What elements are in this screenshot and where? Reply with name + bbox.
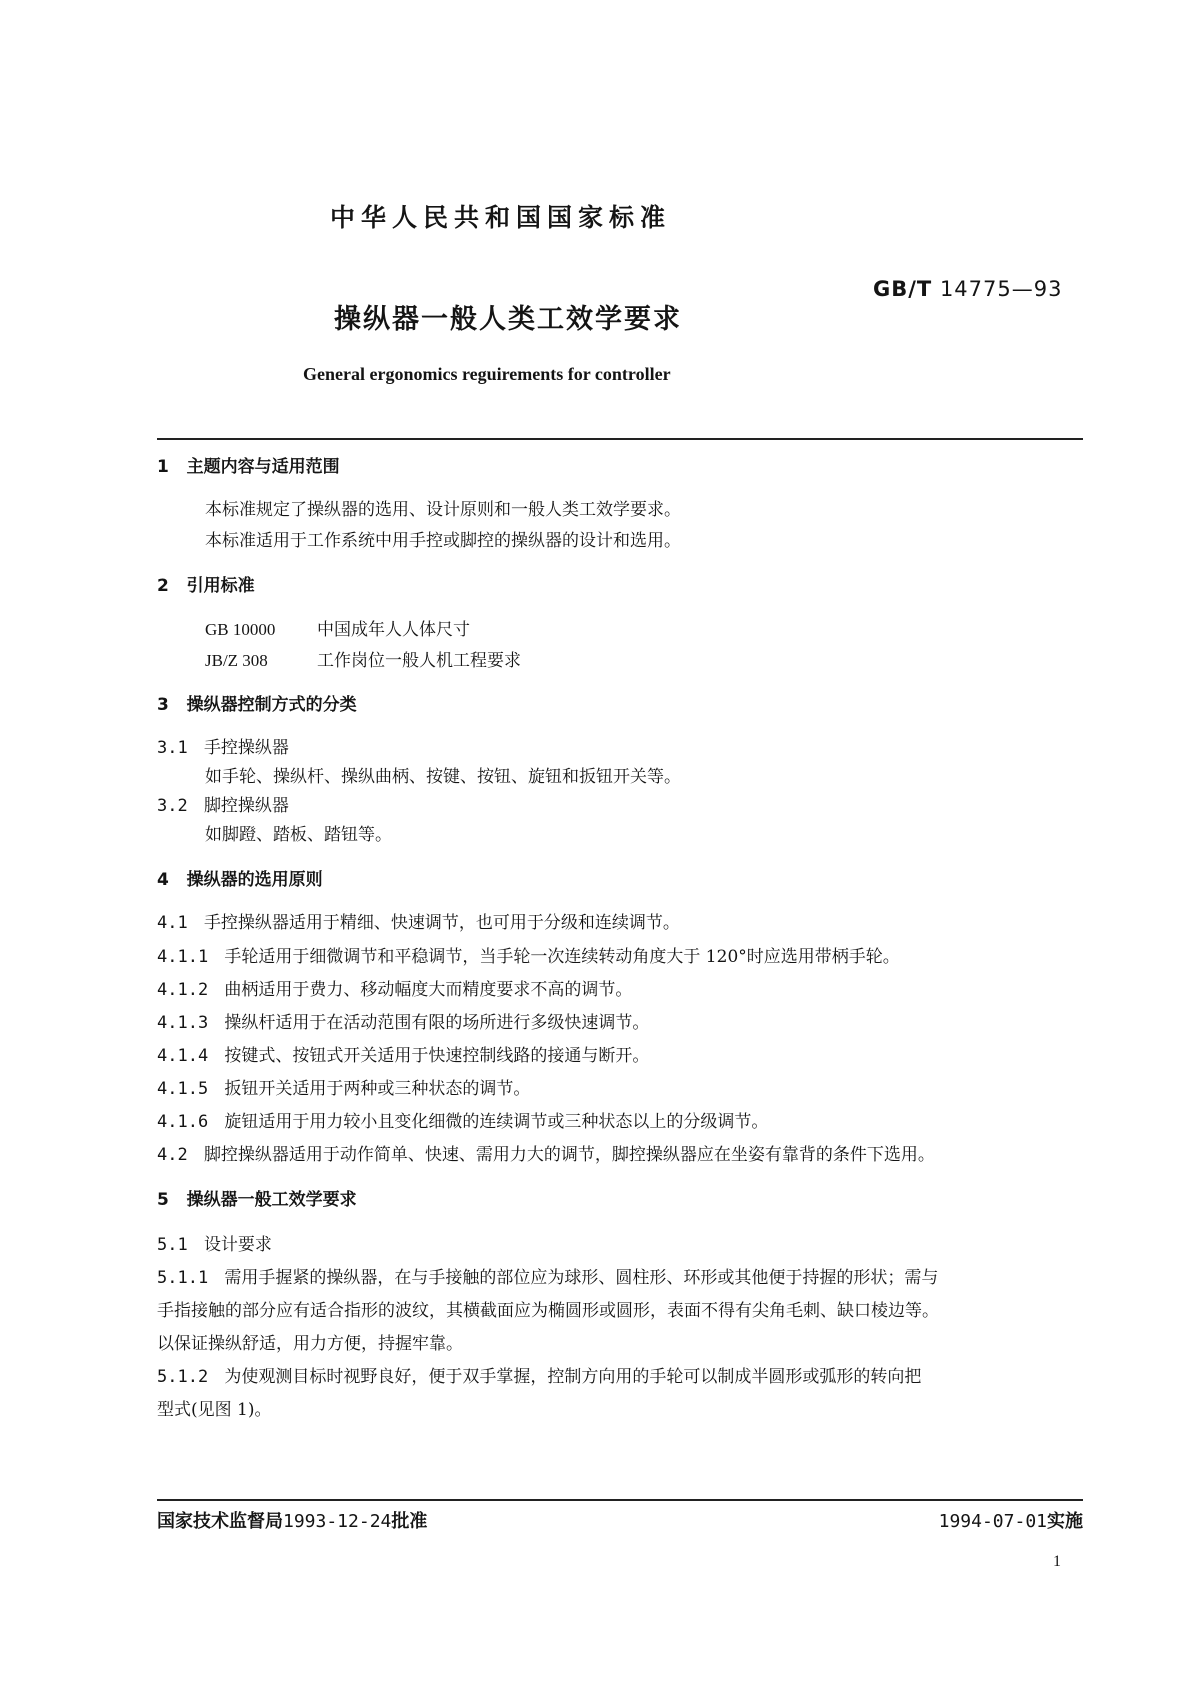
section-number: 3 [157,695,169,715]
section-title: 引用标准 [186,576,255,596]
paragraph: 本标准适用于工作系统中用手控或脚控的操纵器的设计和选用。 [205,531,681,551]
subsection-title: 手控操纵器 [203,738,289,758]
clause-4-1-4 [157,1044,1083,1069]
clause-5-1-1-line-3: 以保证操纵舒适，用力方便，持握牢靠。 [157,1334,463,1354]
section-3-heading [157,693,1083,718]
section-title: 主题内容与适用范围 [186,457,340,477]
page-number: 1 [1053,1553,1061,1570]
subsection-number: 3.1 [157,738,188,758]
header-divider [157,438,1083,440]
clause-4-2 [157,1143,1083,1168]
section-title: 操纵器的选用原则 [186,870,323,890]
reference-title: 工作岗位一般人机工程要求 [317,651,521,671]
clause-text: 脚控操纵器适用于动作简单、快速、需用力大的调节，脚控操纵器应在坐姿有靠背的条件下选用。 [203,1145,935,1165]
subsection-3-2 [157,794,1083,819]
clause-number: 4.1.3 [157,1013,209,1033]
document-title-cn: 操纵器一般人类工效学要求 [334,304,682,335]
clause-text: 操纵杆适用于在活动范围有限的场所进行多级快速调节。 [224,1013,650,1033]
clause-text: 为使观测目标时视野良好，便于双手掌握，控制方向用的手轮可以制成半圆形或弧形的转向把 [224,1367,922,1387]
clause-text: 需用手握紧的操纵器，在与手接触的部位应为球形、圆柱形、环形或其他便于持握的形状；需与 [224,1268,939,1288]
document-title-en: General ergonomics reguirements for controller [303,364,671,384]
national-standard-label: 中华人民共和国国家标准 [330,203,672,232]
clause-number: 4.2 [157,1145,188,1165]
clause-number: 4.1.4 [157,1046,209,1066]
section-title: 操纵器一般工效学要求 [186,1190,357,1210]
clause-5-1-1-line-1 [157,1266,1083,1291]
subsection-number: 3.2 [157,796,188,816]
section-5-heading [157,1188,1083,1213]
clause-text: 旋钮适用于用力较小且变化细微的连续调节或三种状态以上的分级调节。 [224,1112,769,1132]
paragraph: 本标准规定了操纵器的选用、设计原则和一般人类工效学要求。 [205,500,681,520]
clause-4-1-5 [157,1077,1083,1102]
approval-label: 批准 [391,1511,428,1532]
section-2-heading [157,574,1083,599]
clause-number: 5.1.1 [157,1268,209,1288]
clause-4-1-3 [157,1011,1083,1036]
clause-number: 4.1.6 [157,1112,209,1132]
approval-date: 1993-12-24 [283,1511,392,1532]
footer-divider [157,1499,1083,1501]
reference-code: GB 10000 [205,620,276,639]
section-number: 1 [157,457,169,477]
clause-number: 4.1 [157,913,188,933]
subsection-number: 5.1 [157,1235,188,1255]
clause-4-1 [157,911,1083,936]
issuer-name: 国家技术监督局 [157,1511,283,1532]
clause-4-1-2 [157,978,1083,1003]
clause-text: 曲柄适用于费力、移动幅度大而精度要求不高的调节。 [224,980,633,1000]
clause-number: 4.1.1 [157,947,209,967]
reference-title: 中国成年人人体尺寸 [317,620,470,640]
clause-number: 4.1.2 [157,980,209,1000]
clause-text: 扳钮开关适用于两种或三种状态的调节。 [224,1079,531,1099]
standard-code [873,277,1062,301]
clause-5-1-2-line-2: 型式(见图 1)。 [157,1400,272,1420]
subsection-title: 脚控操纵器 [203,796,289,816]
clause-4-1-6 [157,1110,1083,1135]
reference-code: JB/Z 308 [205,651,268,670]
subsection-title: 设计要求 [203,1235,272,1255]
clause-text: 手轮适用于细微调节和平稳调节，当手轮一次连续转动角度大于 120°时应选用带柄手轮。 [224,947,900,967]
clause-number: 5.1.2 [157,1367,209,1387]
implementation-label: 实施 [1047,1511,1083,1532]
document-body [157,455,1083,1423]
clause-text: 按键式、按钮式开关适用于快速控制线路的接通与断开。 [224,1046,650,1066]
section-title: 操纵器控制方式的分类 [186,695,357,715]
approval-info [157,1507,427,1533]
section-number: 2 [157,576,169,596]
reference-item [157,617,1083,642]
section-number: 5 [157,1190,169,1210]
section-number: 4 [157,870,169,890]
implementation-info [939,1507,1083,1533]
section-4-heading [157,868,1083,893]
clause-text: 手控操纵器适用于精细、快速调节，也可用于分级和连续调节。 [203,913,680,933]
section-1-heading [157,455,1083,480]
reference-item [157,648,1083,673]
clause-5-1-1-line-2: 手指接触的部分应有适合指形的波纹，其横截面应为椭圆形或圆形，表面不得有尖角毛刺、缺口棱边等。 [157,1301,939,1321]
clause-number: 4.1.5 [157,1079,209,1099]
clause-5-1-2-line-1 [157,1365,1083,1390]
paragraph: 如手轮、操纵杆、操纵曲柄、按键、按钮、旋钮和扳钮开关等。 [205,767,681,787]
implementation-date: 1994-07-01 [938,1511,1047,1532]
standard-code-number: 14775—93 [939,277,1063,301]
paragraph: 如脚蹬、踏板、踏钮等。 [205,825,392,845]
standard-code-prefix: GB/T [873,277,933,301]
clause-4-1-1 [157,945,1083,970]
subsection-5-1 [157,1233,1083,1258]
subsection-3-1 [157,736,1083,761]
